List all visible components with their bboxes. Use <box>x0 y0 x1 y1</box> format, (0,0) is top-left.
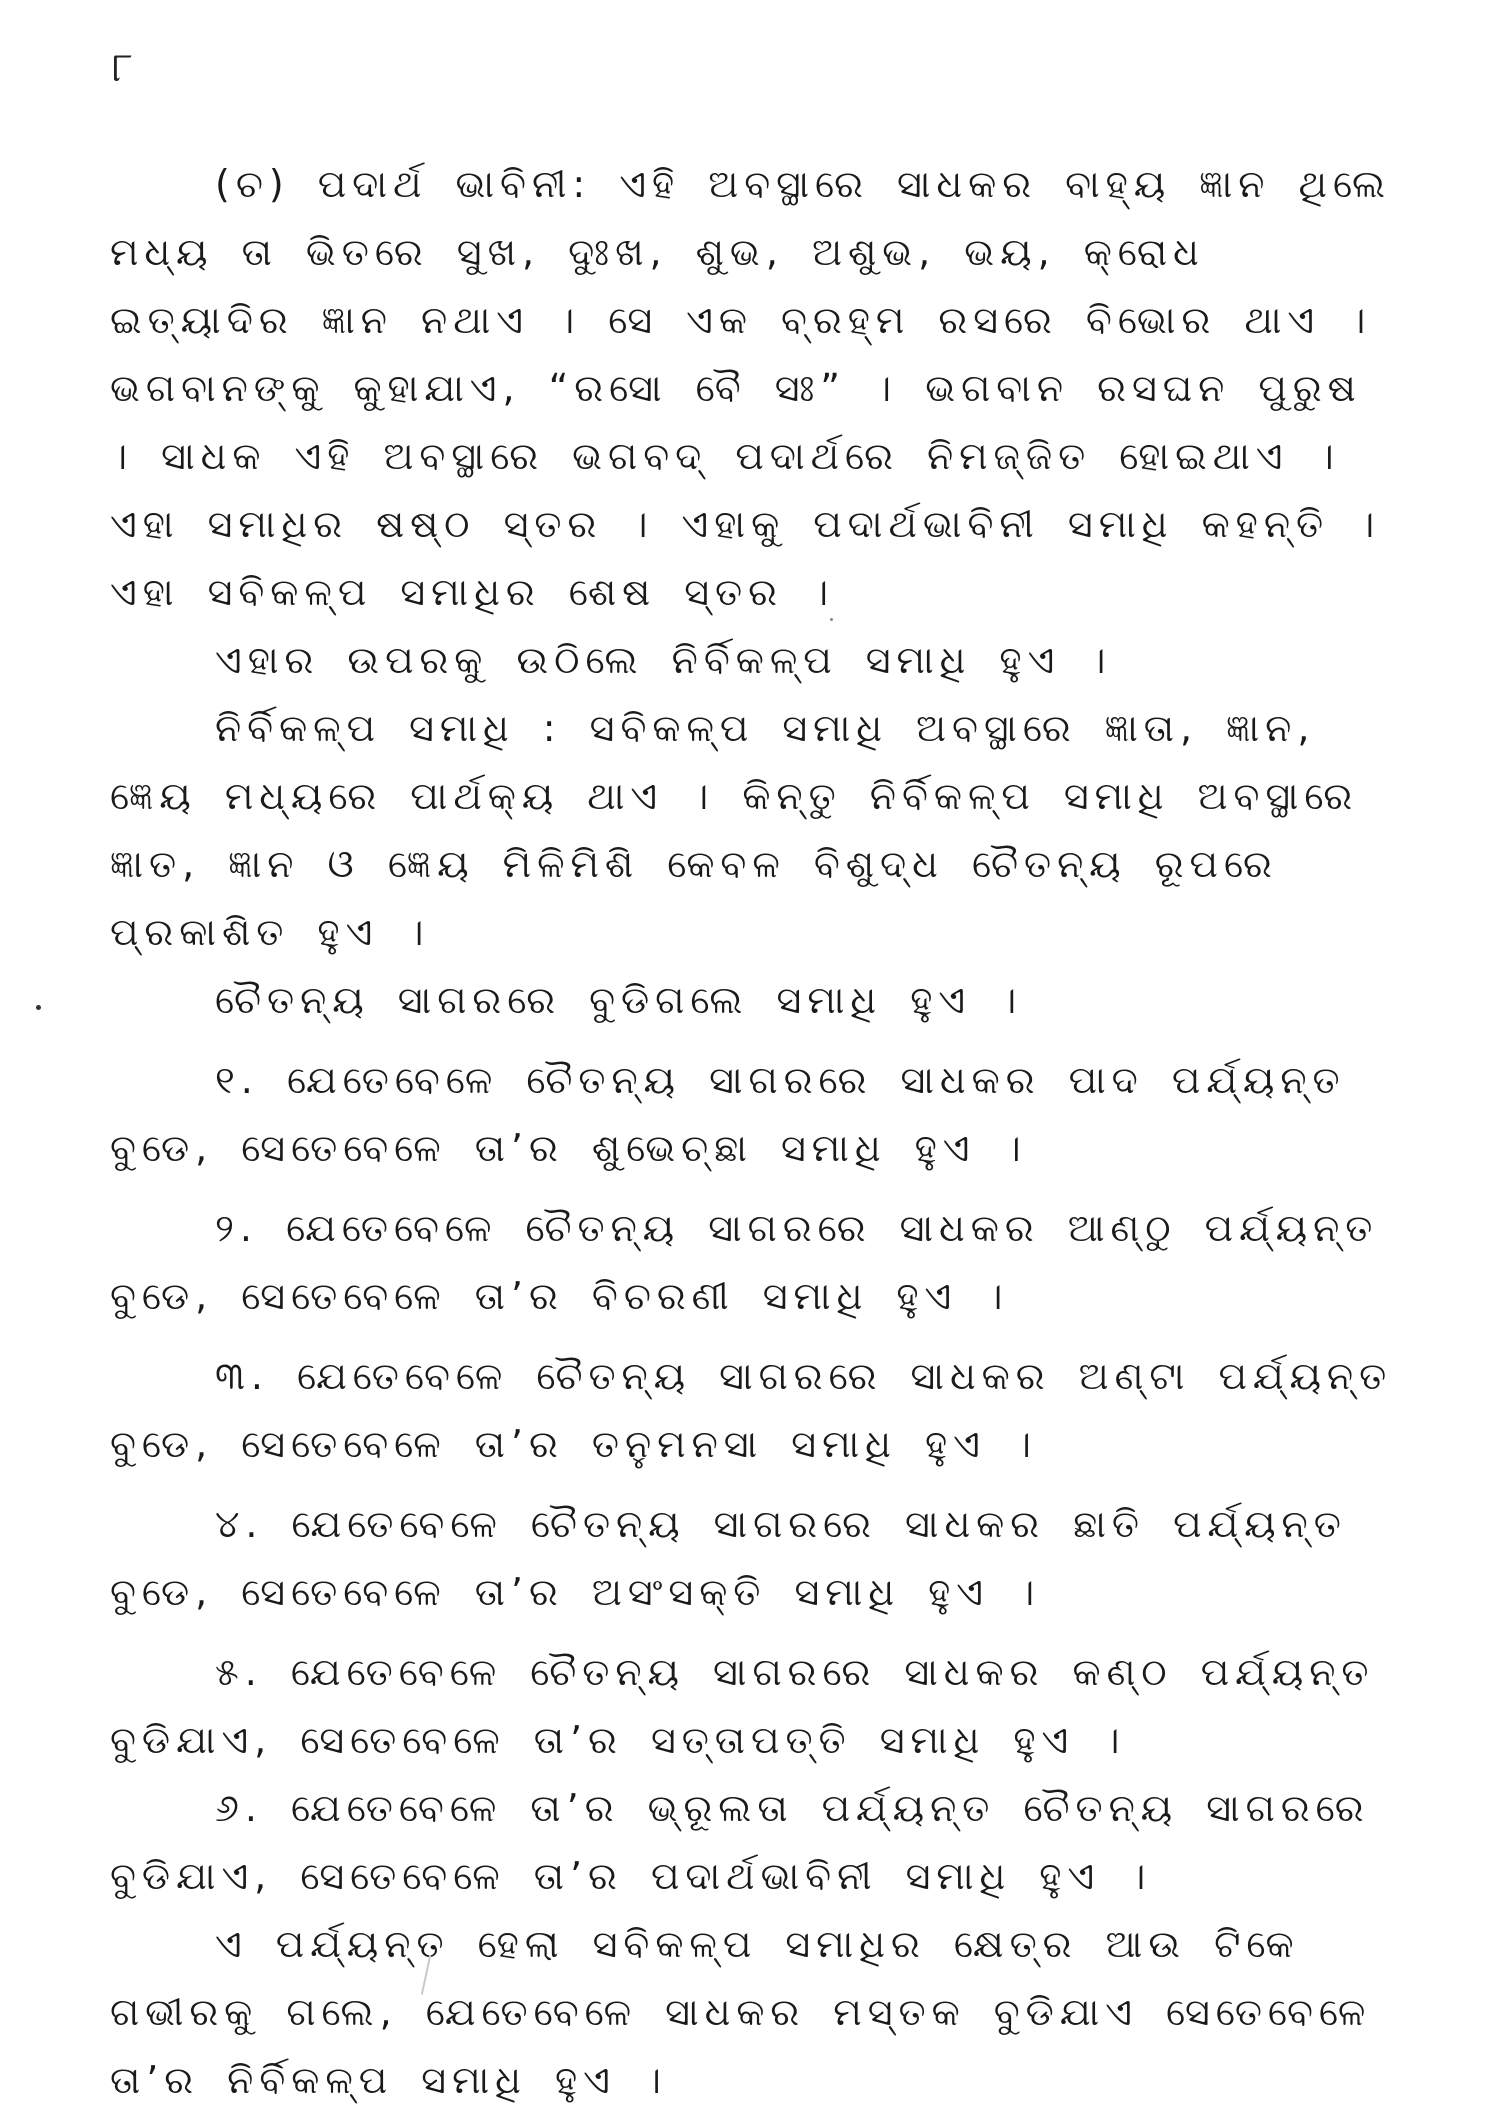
list-item-2: ୨. ଯେତେବେଳେ ଚୈତନ୍ୟ ସାଗରରେ ସାଧକର ଆଣ୍ଠୁ ପର୍ଯ୍ୟନ୍ତ ବୁଡେ, ସେତେବେଳେ ତା’ର ବିଚରଣୀ ସମାଧି ହୁଏ । <box>110 1206 1379 1318</box>
list-item-5: ୫. ଯେତେବେଳେ ଚୈତନ୍ୟ ସାଗରରେ ସାଧକର କଣ୍ଠ ପର୍ଯ୍ୟନ୍ତ ବୁଡିଯାଏ, ସେତେବେଳେ ତା’ର ସତ୍ତାପତ୍ତି ସମାଧି ହୁଏ । <box>110 1650 1375 1762</box>
paragraph-padartha-bhavini: (ଚ) ପଦାର୍ଥ ଭାବିନୀ: ଏହି ଅବସ୍ଥାରେ ସାଧକର ବାହ୍ୟ ଜ୍ଞାନ ଥିଲେ ମଧ୍ୟ ତା ଭିତରେ ସୁଖ, ଦୁଃଖ, ଶୁଭ, ଅଶୁଭ, ଭୟ, କ୍ରୋଧ ଇତ୍ୟାଦିର ଜ୍ଞାନ ନଥାଏ । ସେ ଏକ ବ୍ରହ୍ମ ରସରେ ବିଭୋର ଥାଏ । ଭଗବାନଙ୍କୁ କୁହାଯାଏ, “ରସୋ ବୈ ସଃ” । ଭଗବାନ ରସଘନ ପୁରୁଷ । ସାଧକ ଏହି ଅବସ୍ଥାରେ ଭଗବଦ୍ ପଦାର୍ଥରେ ନିମଜ୍ଜିତ ହୋଇଥାଏ । ଏହା ସମାଧିର ଷଷ୍ଠ ସ୍ତର । ଏହାକୁ ପଦାର୍ଥଭାବିନୀ ସମାଧି କହନ୍ତି । ଏହା ସବିକଳ୍ପ ସମାଧିର ଶେଷ ସ୍ତର । <box>110 162 1392 614</box>
paragraph-nirvikalpa-intro: ଏହାର ଉପରକୁ ଉଠିଲେ ନିର୍ବିକଳ୍ପ ସମାଧି ହୁଏ । <box>215 638 1112 682</box>
page-number: ୮ <box>112 45 133 91</box>
paragraph-chaitanya-sagara: ଚୈତନ୍ୟ ସାଗରରେ ବୁଡିଗଲେ ସମାଧି ହୁଏ । <box>215 978 1023 1022</box>
paragraph-nirvikalpa-definition: ନିର୍ବିକଳ୍ପ ସମାଧି : ସବିକଳ୍ପ ସମାଧି ଅବସ୍ଥାରେ ଜ୍ଞାତା, ଜ୍ଞାନ, ଜ୍ଞେୟ ମଧ୍ୟରେ ପାର୍ଥକ୍ୟ ଥାଏ । କିନ୍ତୁ ନିର୍ବିକଳ୍ପ ସମାଧି ଅବସ୍ଥାରେ ଜ୍ଞାତ, ଜ୍ଞାନ ଓ ଜ୍ଞେୟ ମିଳିମିଶି କେବଳ ବିଶୁଦ୍ଧ ଚୈତନ୍ୟ ରୂପରେ ପ୍ରକାଶିତ ହୁଏ । <box>110 706 1359 954</box>
scan-speck <box>830 618 833 621</box>
list-item-1: ୧. ଯେତେବେଳେ ଚୈତନ୍ୟ ସାଗରରେ ସାଧକର ପାଦ ପର୍ଯ୍ୟନ୍ତ ବୁଡେ, ସେତେବେଳେ ତା’ର ଶୁଭେଚ୍ଛା ସମାଧି ହୁଏ । <box>110 1058 1346 1170</box>
list-item-4: ୪. ଯେତେବେଳେ ଚୈତନ୍ୟ ସାଗରରେ ସାଧକର ଛାତି ପର୍ଯ୍ୟନ୍ତ ବୁଡେ, ସେତେବେଳେ ତା’ର ଅସଂସକ୍ତି ସମାଧି ହୁଏ । <box>110 1502 1347 1614</box>
paragraph-conclusion: ଏ ପର୍ଯ୍ୟନ୍ତ ହେଲା ସବିକଳ୍ପ ସମାଧିର କ୍ଷେତ୍ର ଆଉ ଟିକେ ଗଭୀରକୁ ଗଲେ, ଯେତେବେଳେ ସାଧକର ମସ୍ତକ ବୁଡିଯାଏ ସେତେବେଳେ ତା’ର ନିର୍ବିକଳ୍ପ ସମାଧି ହୁଏ । <box>110 1922 1372 2102</box>
scan-speck <box>36 1005 41 1010</box>
body-text <box>110 150 1410 2114</box>
list-item-6: ୬. ଯେତେବେଳେ ତା’ର ଭ୍ରୂଲତା ପର୍ଯ୍ୟନ୍ତ ଚୈତନ୍ୟ ସାଗରରେ ବୁଡିଯାଏ, ସେତେବେଳେ ତା’ର ପଦାର୍ଥଭାବିନୀ ସମାଧି ହୁଏ । <box>110 1786 1370 1898</box>
list-item-3: ୩. ଯେତେବେଳେ ଚୈତନ୍ୟ ସାଗରରେ ସାଧକର ଅଣ୍ଟା ପର୍ଯ୍ୟନ୍ତ ବୁଡେ, ସେତେବେଳେ ତା’ର ତନୁମନସା ସମାଧି ହୁଏ । <box>110 1354 1393 1466</box>
